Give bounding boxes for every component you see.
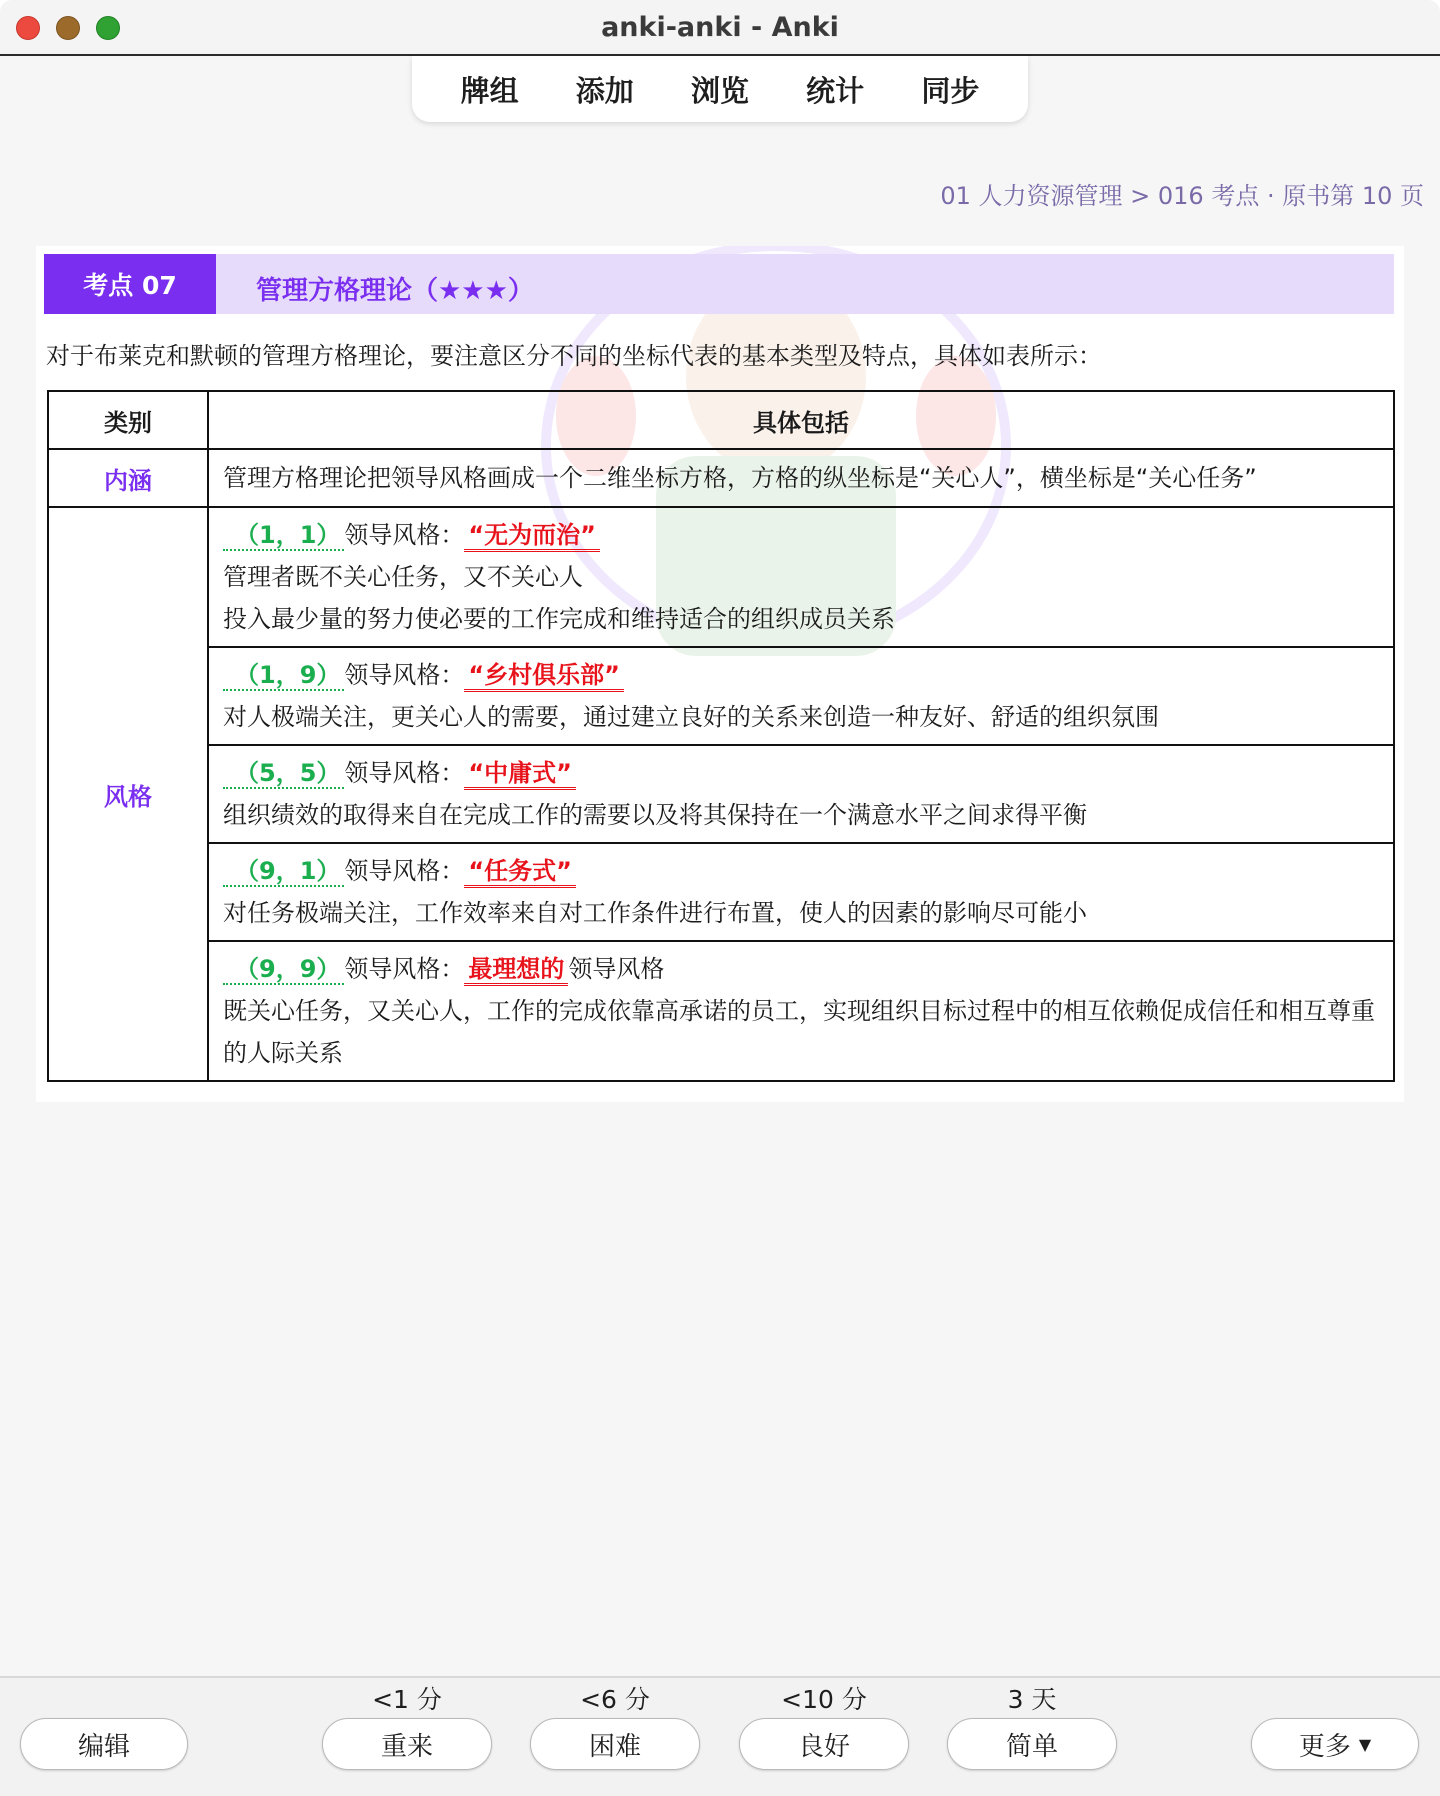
- style-cell: [208, 745, 1394, 843]
- category-connotation: 内涵: [104, 466, 152, 495]
- nav-add[interactable]: 添加: [575, 73, 634, 108]
- hard-interval: <6 分: [580, 1685, 650, 1714]
- style-cell: [208, 647, 1394, 745]
- card-content: [36, 246, 1404, 1102]
- style-cell: [208, 941, 1394, 1081]
- style-coord: （1，9）: [223, 661, 344, 691]
- style-name: “无为而治”: [464, 521, 600, 552]
- table-row: [48, 843, 1394, 941]
- category-style: 风格: [104, 782, 152, 811]
- style-label: 领导风格：: [344, 521, 465, 549]
- table-row: [48, 647, 1394, 745]
- easy-interval: 3 天: [1007, 1685, 1057, 1714]
- hard-button[interactable]: 困难: [530, 1718, 700, 1770]
- topic-badge: 考点 07: [44, 254, 216, 314]
- nav-stats[interactable]: 统计: [806, 73, 865, 108]
- intro-text: 对于布莱克和默顿的管理方格理论，要注意区分不同的坐标代表的基本类型及特点，具体如表所示：: [46, 342, 1102, 370]
- nav-decks[interactable]: 牌组: [460, 73, 519, 108]
- style-coord: （1，1）: [223, 521, 344, 551]
- bottom-bar: [0, 1676, 1440, 1796]
- style-label: 领导风格：: [344, 955, 465, 983]
- style-desc: 组织绩效的取得来自在完成工作的需要以及将其保持在一个满意水平之间求得平衡: [223, 801, 1087, 829]
- style-desc: 管理者既不关心任务，又不关心人: [223, 563, 583, 591]
- style-label: 领导风格：: [344, 759, 465, 787]
- good-button[interactable]: 良好: [739, 1718, 909, 1770]
- header-content: 具体包括: [208, 391, 1394, 449]
- top-nav: [412, 56, 1028, 122]
- style-coord: （9，1）: [223, 857, 344, 887]
- more-label: 更多: [1298, 1731, 1351, 1762]
- style-cell: [208, 843, 1394, 941]
- header-category: 类别: [48, 391, 208, 449]
- table-row: [48, 507, 1394, 647]
- more-button[interactable]: [1251, 1718, 1419, 1770]
- nav-browse[interactable]: 浏览: [690, 73, 749, 108]
- style-name: 最理想的: [464, 955, 568, 986]
- style-label: 领导风格：: [344, 661, 465, 689]
- edit-button[interactable]: 编辑: [20, 1718, 188, 1770]
- style-coord: （5，5）: [223, 759, 344, 789]
- easy-button[interactable]: 简单: [947, 1718, 1117, 1770]
- style-desc: 对人极端关注，更关心人的需要，通过建立良好的关系来创造一种友好、舒适的组织氛围: [223, 703, 1159, 731]
- style-table: [47, 390, 1395, 1082]
- style-cell: [208, 507, 1394, 647]
- connotation-text: 管理方格理论把领导风格画成一个二维坐标方格，方格的纵坐标是“关心人”，横坐标是“关心任务”: [208, 449, 1394, 507]
- style-coord: （9，9）: [223, 955, 344, 985]
- title-bar: [0, 0, 1440, 56]
- style-suffix: 领导风格: [568, 955, 665, 983]
- section-heading: [44, 254, 1394, 314]
- style-name: “中庸式”: [464, 759, 576, 790]
- again-interval: <1 分: [372, 1685, 442, 1714]
- again-button[interactable]: 重来: [322, 1718, 492, 1770]
- style-desc: 投入最少量的努力使必要的工作完成和维持适合的组织成员关系: [223, 605, 895, 633]
- topic-title: 管理方格理论（★★★）: [256, 275, 534, 306]
- table-row: [48, 449, 1394, 507]
- main-area: [0, 56, 1440, 1676]
- caret-down-icon: ▼: [1358, 1734, 1372, 1754]
- style-desc: 既关心任务，又关心人，工作的完成依靠高承诺的员工，实现组织目标过程中的相互依赖促成信任和相互尊重的人际关系: [223, 997, 1375, 1067]
- style-name: “乡村俱乐部”: [464, 661, 624, 692]
- window-title: anki-anki - Anki: [601, 12, 839, 43]
- good-interval: <10 分: [781, 1685, 867, 1714]
- style-label: 领导风格：: [344, 857, 465, 885]
- style-desc: 对任务极端关注，工作效率来自对工作条件进行布置，使人的因素的影响尽可能小: [223, 899, 1087, 927]
- nav-sync[interactable]: 同步: [921, 73, 980, 108]
- style-name: “任务式”: [464, 857, 576, 888]
- table-header-row: [48, 391, 1394, 449]
- table-row: [48, 745, 1394, 843]
- table-row: [48, 941, 1394, 1081]
- breadcrumb: 01 人力资源管理 > 016 考点 · 原书第 10 页: [940, 182, 1424, 210]
